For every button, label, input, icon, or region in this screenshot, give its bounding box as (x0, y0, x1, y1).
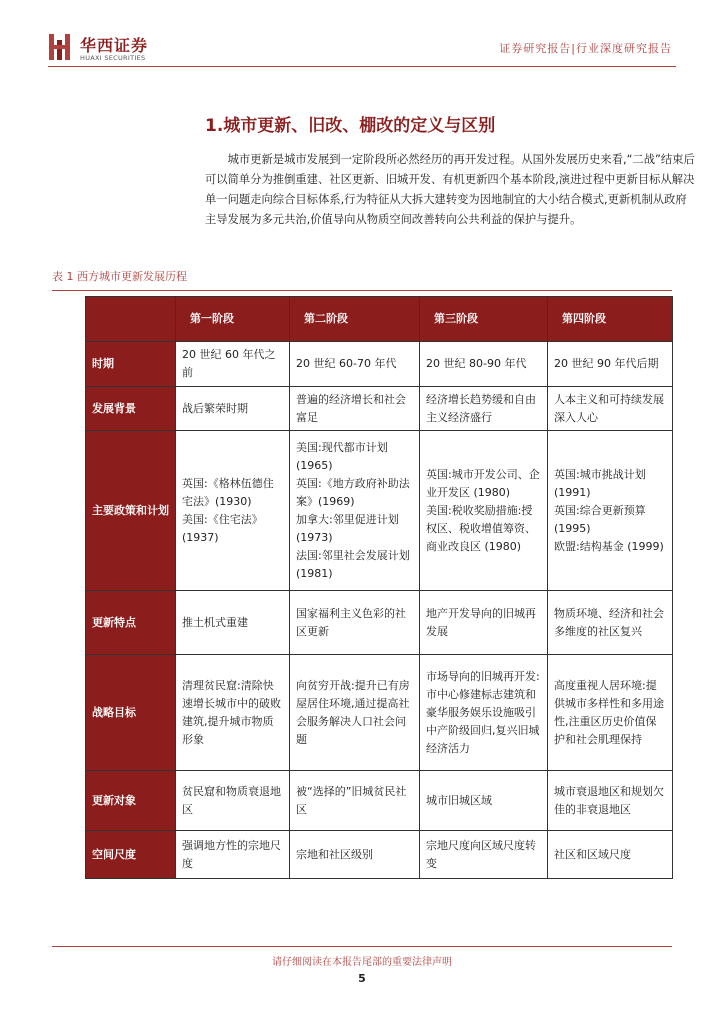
intro-paragraph: 城市更新是城市发展到一定阶段所必然经历的再开发过程。从国外发展历史来看,“二战”结束后可以简单分为推倒重建、社区更新、旧城开发、有机更新四个基本阶段,演进过程中更新目标从解决单一问题走向综合目标体系,行为特征从大拆大建转变为因地制宜的大小结合模式,更新机制从政府主导发展为多元共治,价值导向从物质空间改善转向公共利益的保护与提升。 (205, 153, 695, 226)
table-caption: 表 1 西方城市更新发展历程 (52, 270, 187, 283)
row-label: 战略目标 (86, 655, 176, 771)
report-type-label: 证券研究报告|行业深度研究报告 (499, 42, 672, 55)
page-number: 5 (358, 972, 366, 985)
table-cell: 贫民窟和物质衰退地区 (176, 771, 290, 831)
table-cell: 强调地方性的宗地尺度 (176, 831, 290, 879)
table-cell: 被“选择的”旧城贫民社区 (290, 771, 420, 831)
table-cell: 物质环境、经济和社会多维度的社区复兴 (548, 591, 673, 655)
table-cell: 地产开发导向的旧城再发展 (420, 591, 548, 655)
table-cell: 宗地和社区级别 (290, 831, 420, 879)
company-logo (48, 32, 188, 64)
section-title: 1.城市更新、旧改、棚改的定义与区别 (205, 116, 496, 136)
table-cell: 社区和区域尺度 (548, 831, 673, 879)
row-label: 时期 (86, 342, 176, 387)
table-cell: 20 世纪 90 年代后期 (548, 342, 673, 387)
table-header-cell: 第三阶段 (420, 297, 548, 342)
table-header-cell: 第二阶段 (290, 297, 420, 342)
footer-divider (52, 946, 672, 947)
logo-english-name: HUAXI SECURITIES (80, 54, 146, 62)
table-cell: 经济增长趋势缓和自由主义经济盛行 (420, 387, 548, 431)
table-cell: 城市旧城区域 (420, 771, 548, 831)
row-label: 空间尺度 (86, 831, 176, 879)
table-cell: 宗地尺度向区域尺度转变 (420, 831, 548, 879)
row-label: 更新特点 (86, 591, 176, 655)
row-label: 主要政策和计划 (86, 431, 176, 591)
table-cell: 清理贫民窟:清除快速增长城市中的破败建筑,提升城市物质形象 (176, 655, 290, 771)
urban-renewal-table (85, 296, 673, 879)
caption-divider (52, 290, 672, 291)
logo-chinese-name: 华西证券 (80, 36, 149, 55)
huaxi-logo-icon (48, 32, 72, 62)
table-cell: 英国:城市挑战计划 (1991) 英国:综合更新预算 (1995) 欧盟:结构基金 (1999) (548, 431, 673, 591)
table-header-cell: 第一阶段 (176, 297, 290, 342)
table-cell: 美国:现代都市计划 (1965) 英国:《地方政府补助法案》(1969) 加拿大:邻里促进计划 (1973) 法国:邻里社会发展计划 (1981) (290, 431, 420, 591)
legal-notice: 请仔细阅读在本报告尾部的重要法律声明 (272, 957, 452, 968)
row-label: 更新对象 (86, 771, 176, 831)
table-row (86, 771, 673, 831)
table-row (86, 655, 673, 771)
table-cell: 向贫穷开战:提升已有房屋居住环境,通过提高社会服务解决人口社会问题 (290, 655, 420, 771)
table-cell: 推土机式重建 (176, 591, 290, 655)
table-cell: 城市衰退地区和规划欠佳的非衰退地区 (548, 771, 673, 831)
table-cell: 国家福利主义色彩的社区更新 (290, 591, 420, 655)
table-cell: 战后繁荣时期 (176, 387, 290, 431)
table-cell: 高度重视人居环境:提供城市多样性和多用途性,注重区历史价值保护和社会肌理保持 (548, 655, 673, 771)
table-row (86, 342, 673, 387)
table-cell: 英国:城市开发公司、企业开发区 (1980) 美国:税收奖励措施:授权区、税收增值筹资、商业改良区 (1980) (420, 431, 548, 591)
row-label: 发展背景 (86, 387, 176, 431)
table-row (86, 431, 673, 591)
table-cell: 普遍的经济增长和社会富足 (290, 387, 420, 431)
table-header-corner (86, 297, 176, 342)
table-cell: 人本主义和可持续发展深入人心 (548, 387, 673, 431)
table-cell: 20 世纪 60 年代之前 (176, 342, 290, 387)
table-cell: 英国:《格林伍德住宅法》(1930) 美国:《住宅法》(1937) (176, 431, 290, 591)
header-divider (48, 66, 676, 67)
table-cell: 20 世纪 60-70 年代 (290, 342, 420, 387)
table-header-row (86, 297, 673, 342)
table-header-cell: 第四阶段 (548, 297, 673, 342)
table-row (86, 831, 673, 879)
table-cell: 市场导向的旧城再开发:市中心修建标志建筑和豪华服务娱乐设施吸引中产阶级回归,复兴旧城经济活力 (420, 655, 548, 771)
table-cell: 20 世纪 80-90 年代 (420, 342, 548, 387)
table-row (86, 387, 673, 431)
table-row (86, 591, 673, 655)
